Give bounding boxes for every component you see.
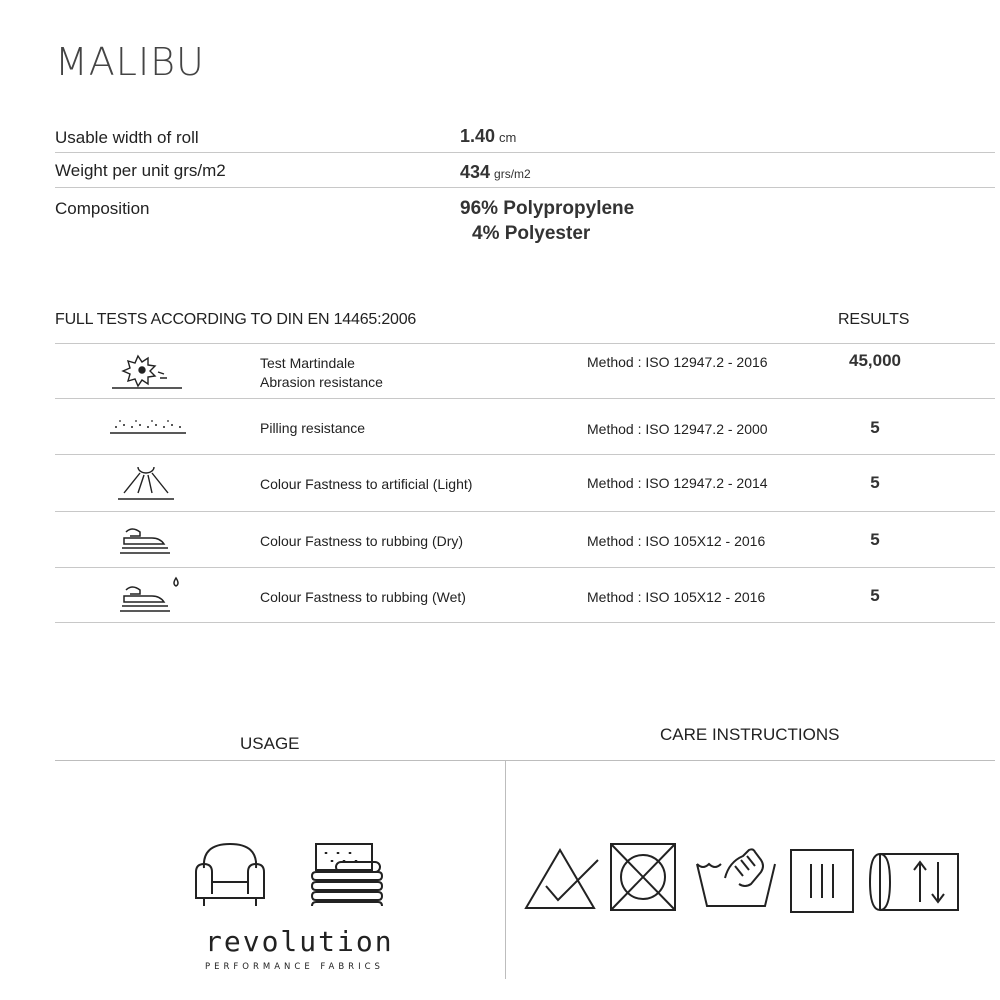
brand-logo-tagline: PERFORMANCE FABRICS	[205, 962, 384, 972]
test-result-pilling: 5	[870, 418, 880, 437]
roll-storage-icon	[866, 850, 962, 914]
test-name-line: Test Martindale	[260, 355, 355, 371]
spec-value-width-number: 1.40	[460, 126, 496, 146]
spec-value-width	[460, 126, 516, 147]
tests-heading: FULL TESTS ACCORDING TO DIN EN 14465:2006	[55, 311, 417, 328]
test-name-rubbing-dry: Colour Fastness to rubbing (Dry)	[260, 533, 464, 549]
no-tumble-dry-icon	[609, 842, 677, 912]
test-result-abrasion: 45,000	[849, 351, 901, 370]
spec-divider	[55, 152, 995, 153]
test-row-light-fastness	[0, 455, 1000, 511]
test-result-rubbing-dry: 5	[870, 530, 880, 549]
spec-value-weight	[460, 162, 531, 183]
spec-divider	[55, 187, 995, 188]
upholstery-layers-icon	[306, 838, 388, 912]
light-fastness-icon	[100, 459, 190, 503]
test-method-pilling: Method : ISO 12947.2 - 2000	[587, 421, 768, 437]
spec-value-composition-line-1: 96% Polypropylene	[460, 198, 635, 219]
spec-unit-weight: grs/m2	[494, 167, 531, 181]
usage-heading: USAGE	[240, 734, 300, 753]
usage-care-vertical-divider	[505, 761, 506, 979]
test-name-abrasion	[260, 354, 383, 392]
brand-logo-wordmark: revolution	[205, 925, 394, 958]
pilling-icon	[100, 405, 190, 449]
bleach-allowed-icon	[522, 846, 604, 912]
test-name-line: Abrasion resistance	[260, 374, 383, 390]
test-name-rubbing-wet: Colour Fastness to rubbing (Wet)	[260, 589, 466, 605]
test-name-pilling: Pilling resistance	[260, 420, 366, 436]
spec-unit-width: cm	[499, 130, 517, 145]
spec-value-weight-number: 434	[460, 162, 491, 182]
test-method-rubbing-dry: Method : ISO 105X12 - 2016	[587, 533, 766, 549]
spec-label-composition: Composition	[55, 199, 150, 218]
test-method-light-fastness: Method : ISO 12947.2 - 2014	[587, 475, 768, 491]
spec-label-weight: Weight per unit grs/m2	[55, 161, 226, 180]
test-row-rubbing-wet	[0, 568, 1000, 623]
test-method-rubbing-wet: Method : ISO 105X12 - 2016	[587, 589, 766, 605]
spec-label-width: Usable width of roll	[55, 128, 199, 147]
test-result-rubbing-wet: 5	[870, 586, 880, 605]
test-name-light-fastness: Colour Fastness to artificial (Light)	[260, 476, 473, 492]
test-method-abrasion: Method : ISO 12947.2 - 2016	[587, 354, 768, 370]
product-title: MALIBU	[55, 40, 205, 84]
results-heading: RESULTS	[838, 311, 910, 328]
abrasion-icon	[100, 348, 190, 392]
usage-care-divider	[55, 760, 995, 761]
test-result-light-fastness: 5	[870, 473, 880, 492]
spec-value-composition-line-2: 4% Polyester	[472, 223, 591, 244]
tests-divider	[55, 622, 995, 623]
test-row-abrasion	[0, 344, 1000, 398]
armchair-icon	[190, 838, 270, 912]
care-heading: CARE INSTRUCTIONS	[660, 725, 840, 744]
test-row-rubbing-dry	[0, 512, 1000, 567]
rubbing-wet-icon	[100, 574, 190, 618]
hand-wash-icon	[695, 844, 779, 910]
rubbing-dry-icon	[100, 518, 190, 562]
drip-dry-icon	[789, 848, 855, 914]
test-row-pilling	[0, 399, 1000, 454]
